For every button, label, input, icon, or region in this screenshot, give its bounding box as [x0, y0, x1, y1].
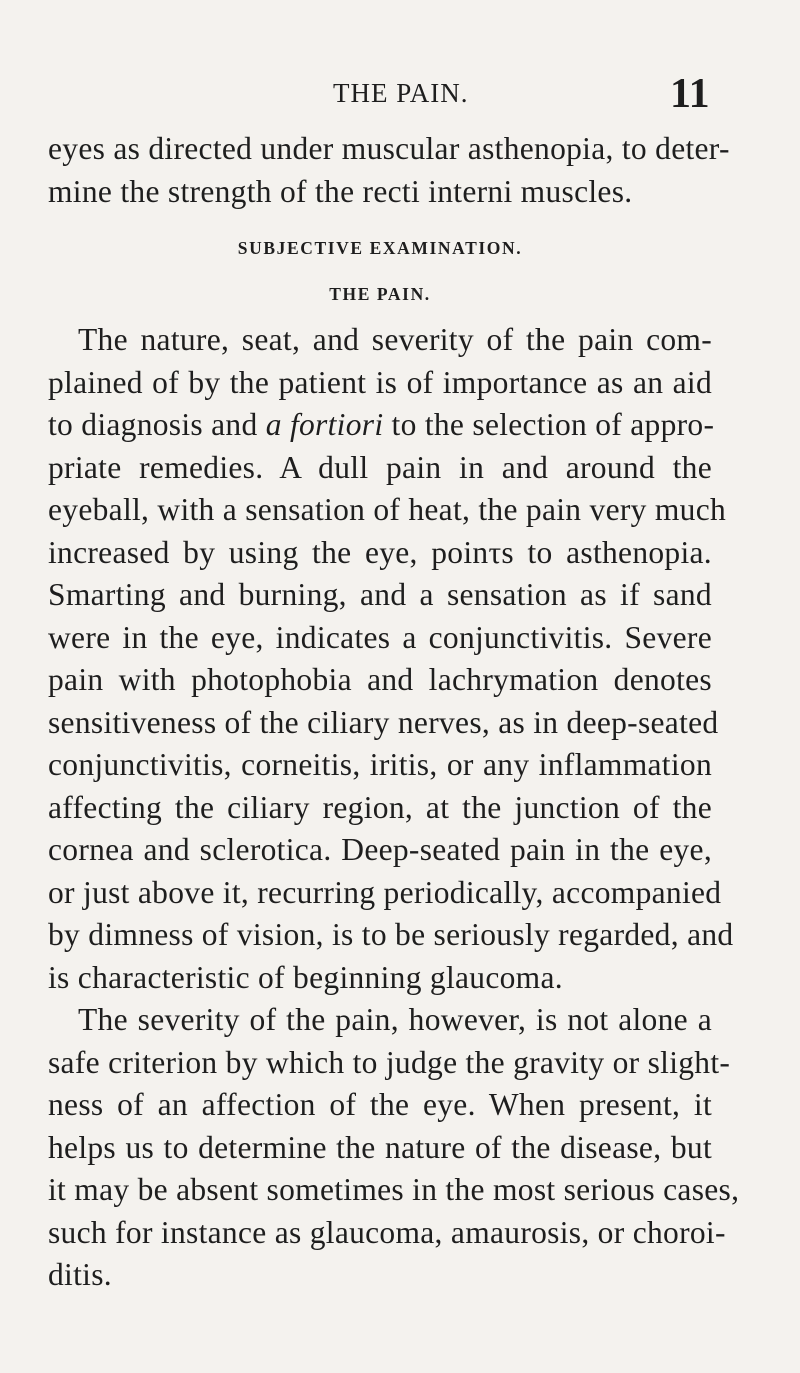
paragraph-line: is characteristic of beginning glaucoma. — [48, 959, 563, 995]
paragraph-line: safe criterion by which to judge the gravity or slight- — [48, 1044, 731, 1080]
paragraph-1 — [48, 319, 734, 999]
paragraph-line: ditis. — [48, 1257, 112, 1292]
paragraph-line: or just above it, recurring periodically, accompanied — [48, 874, 722, 910]
paragraph-line: were in the eye, indicates a conjunctivitis. Severe — [48, 619, 712, 655]
text-run: to diagnosis and — [48, 407, 266, 442]
subsection-heading: THE PAIN. — [329, 284, 431, 304]
page-number: 11 — [670, 71, 710, 117]
paragraph-line: affecting the ciliary region, at the junction of the — [48, 789, 712, 825]
paragraph-line: sensitiveness of the ciliary nerves, as in deep-seated — [48, 704, 719, 740]
paragraph-line: The severity of the pain, however, is not alone a — [78, 1002, 712, 1037]
paragraph-line: it may be absent sometimes in the most serious cases, — [48, 1172, 740, 1207]
paragraph-line: The nature, seat, and severity of the pain com- — [78, 322, 712, 357]
italic-phrase: a fortiori — [265, 407, 384, 442]
paragraph-line: cornea and sclerotica. Deep-seated pain in the eye, — [48, 832, 712, 867]
paragraph-line — [48, 404, 715, 447]
paragraph-line: such for instance as glaucoma, amaurosis, or choroi- — [48, 1214, 726, 1250]
running-title: THE PAIN. — [333, 78, 469, 108]
page-body — [48, 128, 740, 1297]
paragraph-line: ness of an affection of the eye. When present, it — [48, 1087, 712, 1122]
paragraph-2 — [48, 999, 740, 1297]
intro-line: mine the strength of the recti interni muscles. — [48, 173, 633, 209]
intro-line: eyes as directed under muscular asthenopia, to deter- — [48, 131, 730, 166]
section-heading: SUBJECTIVE EXAMINATION. — [237, 238, 523, 258]
paragraph-line: helps us to determine the nature of the disease, but — [48, 1129, 712, 1165]
paragraph-line: plained of by the patient is of importance as an aid — [48, 364, 712, 400]
paragraph-line: pain with photophobia and lachrymation denotes — [48, 662, 712, 697]
paragraph-line: eyeball, with a sensation of heat, the pain very much — [48, 492, 727, 527]
text-run: to the selection of appro- — [383, 407, 715, 442]
paragraph-line: Smarting and burning, and a sensation as if sand — [48, 577, 712, 612]
paragraph-line: by dimness of vision, is to be seriously regarded, and — [48, 917, 734, 952]
paragraph-line: priate remedies. A dull pain in and around the — [48, 449, 712, 485]
paragraph-line: increased by using the eye, poinτs to asthenopia. — [48, 534, 712, 570]
running-head — [0, 71, 800, 117]
paragraph-line: conjunctivitis, corneitis, iritis, or any inflammation — [48, 747, 712, 782]
